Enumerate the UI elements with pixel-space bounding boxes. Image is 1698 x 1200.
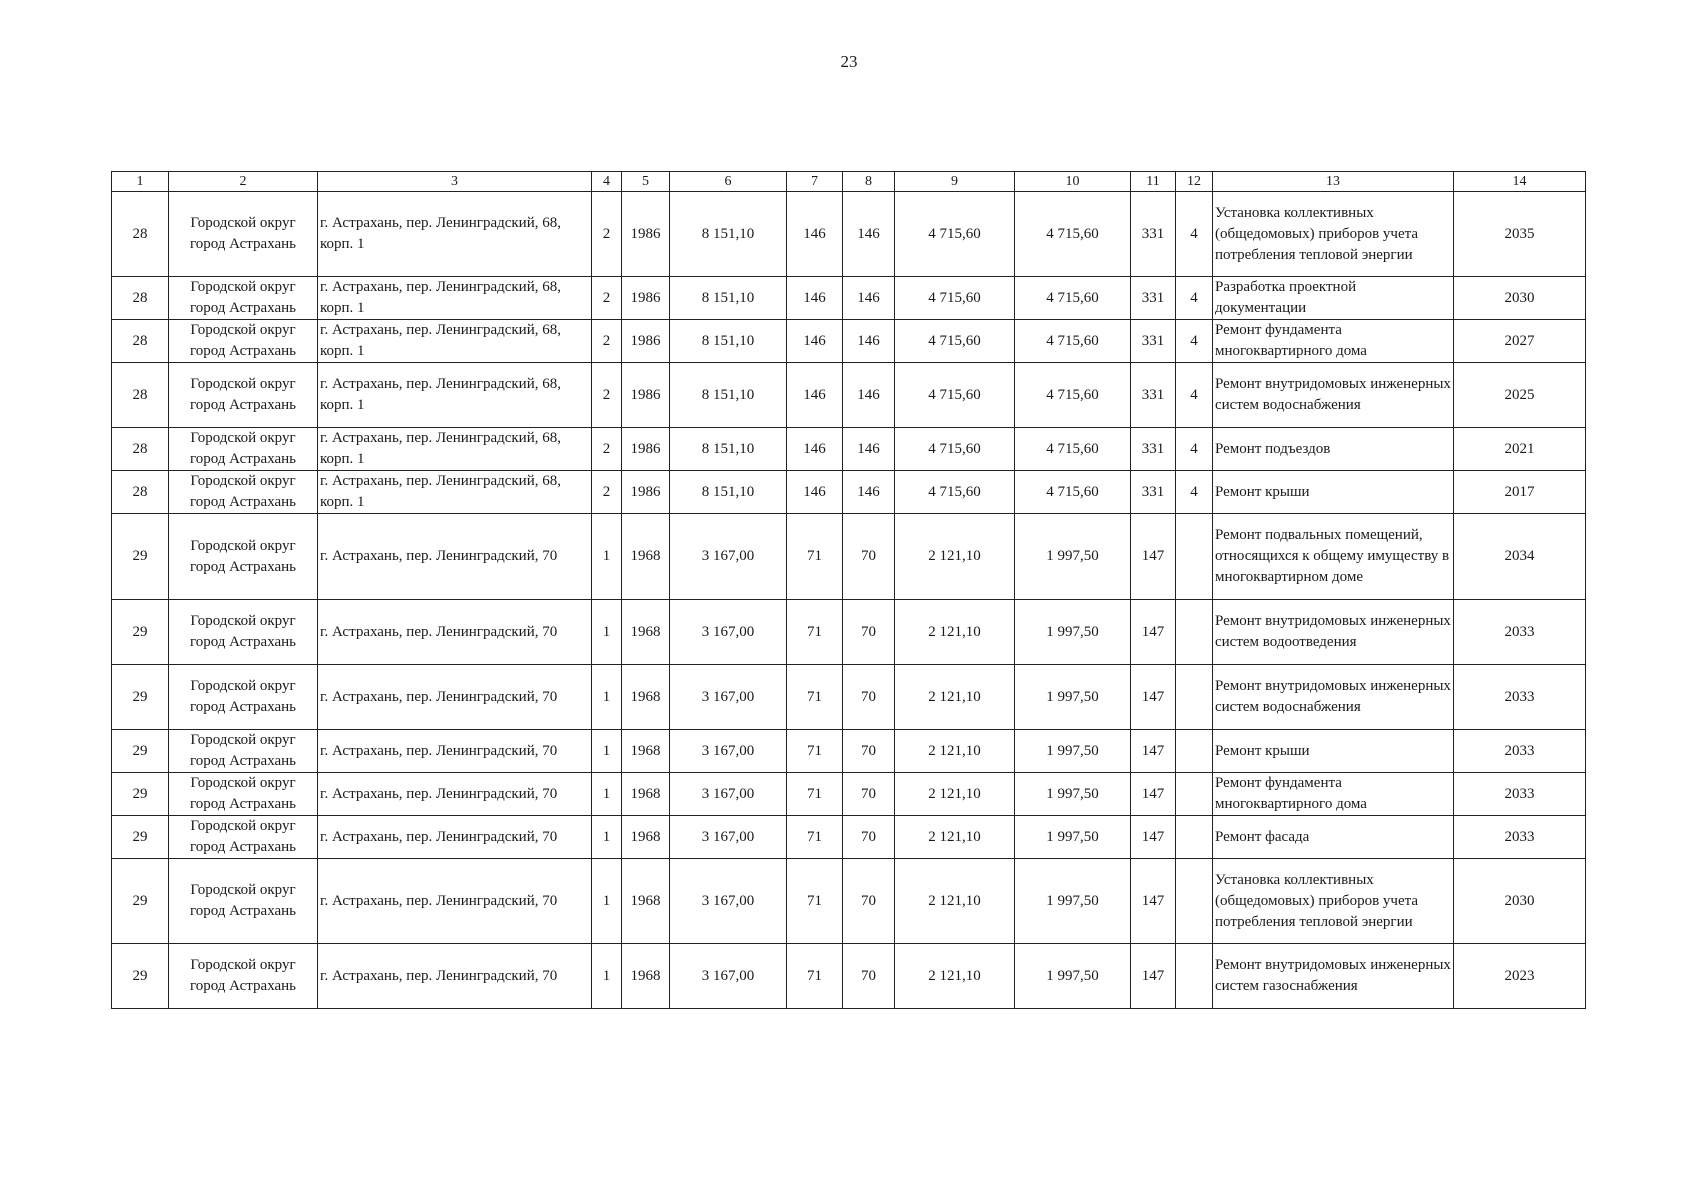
cell-col-9-value: 2 121,10 (895, 600, 1015, 665)
cell-col-10-value: 1 997,50 (1015, 600, 1131, 665)
cell-col-11-value: 147 (1131, 514, 1176, 600)
cell-address: г. Астрахань, пер. Ленинградский, 68, корп. 1 (318, 320, 592, 363)
cell-floors: 2 (592, 277, 622, 320)
cell-col-8-value: 70 (843, 859, 895, 944)
table-row (112, 665, 1586, 730)
table-row (112, 600, 1586, 665)
cell-work-type: Разработка проектной документации (1213, 277, 1454, 320)
cell-col-11-value: 331 (1131, 277, 1176, 320)
cell-col-7-value: 71 (787, 859, 843, 944)
cell-planned-year: 2035 (1454, 192, 1586, 277)
cell-col-7-value: 146 (787, 471, 843, 514)
cell-floors: 1 (592, 816, 622, 859)
cell-col-12-value (1176, 944, 1213, 1009)
cell-col-12-value: 4 (1176, 277, 1213, 320)
cell-col-7-value: 146 (787, 320, 843, 363)
cell-house-number: 28 (112, 471, 169, 514)
cell-col-12-value (1176, 514, 1213, 600)
cell-col-7-value: 71 (787, 665, 843, 730)
cell-municipality: Городской округ город Астрахань (169, 859, 318, 944)
cell-col-9-value: 2 121,10 (895, 730, 1015, 773)
cell-year-built: 1968 (622, 514, 670, 600)
header-cell: 5 (622, 172, 670, 192)
cell-col-11-value: 331 (1131, 320, 1176, 363)
cell-address: г. Астрахань, пер. Ленинградский, 70 (318, 730, 592, 773)
cell-floors: 2 (592, 471, 622, 514)
cell-planned-year: 2025 (1454, 363, 1586, 428)
cell-house-number: 29 (112, 730, 169, 773)
cell-municipality: Городской округ город Астрахань (169, 471, 318, 514)
cell-col-10-value: 1 997,50 (1015, 665, 1131, 730)
cell-work-type: Ремонт подъездов (1213, 428, 1454, 471)
header-cell: 1 (112, 172, 169, 192)
cell-col-9-value: 2 121,10 (895, 773, 1015, 816)
cell-col-8-value: 70 (843, 600, 895, 665)
page-number: 23 (840, 52, 858, 71)
header-cell: 13 (1213, 172, 1454, 192)
cell-work-type: Ремонт внутридомовых инженерных систем водоснабжения (1213, 363, 1454, 428)
cell-planned-year: 2027 (1454, 320, 1586, 363)
cell-col-12-value: 4 (1176, 363, 1213, 428)
cell-work-type: Установка коллективных (общедомовых) приборов учета потребления тепловой энергии (1213, 192, 1454, 277)
cell-house-number: 29 (112, 665, 169, 730)
cell-total-area: 3 167,00 (670, 944, 787, 1009)
cell-address: г. Астрахань, пер. Ленинградский, 70 (318, 514, 592, 600)
cell-total-area: 8 151,10 (670, 471, 787, 514)
cell-address: г. Астрахань, пер. Ленинградский, 70 (318, 816, 592, 859)
header-cell: 3 (318, 172, 592, 192)
cell-year-built: 1986 (622, 192, 670, 277)
cell-address: г. Астрахань, пер. Ленинградский, 68, корп. 1 (318, 192, 592, 277)
cell-municipality: Городской округ город Астрахань (169, 192, 318, 277)
cell-col-8-value: 146 (843, 428, 895, 471)
cell-house-number: 29 (112, 944, 169, 1009)
cell-year-built: 1968 (622, 816, 670, 859)
table-body (112, 192, 1586, 1009)
cell-col-10-value: 1 997,50 (1015, 514, 1131, 600)
cell-col-10-value: 4 715,60 (1015, 277, 1131, 320)
cell-col-12-value (1176, 773, 1213, 816)
cell-work-type: Ремонт крыши (1213, 471, 1454, 514)
cell-col-8-value: 70 (843, 773, 895, 816)
cell-col-8-value: 70 (843, 730, 895, 773)
cell-work-type: Ремонт крыши (1213, 730, 1454, 773)
cell-col-10-value: 4 715,60 (1015, 192, 1131, 277)
header-cell: 4 (592, 172, 622, 192)
cell-col-12-value: 4 (1176, 192, 1213, 277)
cell-col-12-value (1176, 600, 1213, 665)
cell-col-9-value: 4 715,60 (895, 277, 1015, 320)
header-cell: 8 (843, 172, 895, 192)
cell-municipality: Городской округ город Астрахань (169, 600, 318, 665)
cell-floors: 1 (592, 730, 622, 773)
cell-address: г. Астрахань, пер. Ленинградский, 70 (318, 600, 592, 665)
cell-year-built: 1986 (622, 320, 670, 363)
cell-house-number: 29 (112, 773, 169, 816)
cell-col-7-value: 146 (787, 363, 843, 428)
cell-floors: 1 (592, 514, 622, 600)
cell-col-12-value (1176, 730, 1213, 773)
cell-col-12-value (1176, 859, 1213, 944)
cell-municipality: Городской округ город Астрахань (169, 816, 318, 859)
cell-total-area: 3 167,00 (670, 730, 787, 773)
cell-col-7-value: 71 (787, 816, 843, 859)
cell-address: г. Астрахань, пер. Ленинградский, 70 (318, 859, 592, 944)
cell-col-12-value (1176, 816, 1213, 859)
cell-work-type: Ремонт фундамента многоквартирного дома (1213, 773, 1454, 816)
header-cell: 14 (1454, 172, 1586, 192)
cell-col-10-value: 4 715,60 (1015, 320, 1131, 363)
cell-planned-year: 2023 (1454, 944, 1586, 1009)
cell-col-10-value: 1 997,50 (1015, 773, 1131, 816)
header-cell: 7 (787, 172, 843, 192)
cell-house-number: 28 (112, 320, 169, 363)
cell-col-7-value: 71 (787, 514, 843, 600)
cell-col-9-value: 2 121,10 (895, 514, 1015, 600)
table-row (112, 730, 1586, 773)
cell-municipality: Городской округ город Астрахань (169, 363, 318, 428)
cell-planned-year: 2033 (1454, 730, 1586, 773)
cell-floors: 1 (592, 944, 622, 1009)
header-cell: 12 (1176, 172, 1213, 192)
table-row (112, 471, 1586, 514)
cell-col-11-value: 147 (1131, 665, 1176, 730)
cell-col-11-value: 331 (1131, 192, 1176, 277)
table-row (112, 944, 1586, 1009)
cell-house-number: 29 (112, 514, 169, 600)
cell-col-7-value: 71 (787, 600, 843, 665)
cell-year-built: 1986 (622, 363, 670, 428)
cell-total-area: 8 151,10 (670, 320, 787, 363)
cell-total-area: 3 167,00 (670, 665, 787, 730)
cell-work-type: Ремонт внутридомовых инженерных систем водоснабжения (1213, 665, 1454, 730)
cell-col-11-value: 331 (1131, 471, 1176, 514)
cell-col-8-value: 70 (843, 665, 895, 730)
cell-work-type: Ремонт подвальных помещений, относящихся к общему имуществу в многоквартирном доме (1213, 514, 1454, 600)
cell-col-9-value: 4 715,60 (895, 192, 1015, 277)
cell-address: г. Астрахань, пер. Ленинградский, 70 (318, 944, 592, 1009)
cell-municipality: Городской округ город Астрахань (169, 428, 318, 471)
cell-work-type: Установка коллективных (общедомовых) приборов учета потребления тепловой энергии (1213, 859, 1454, 944)
cell-municipality: Городской округ город Астрахань (169, 277, 318, 320)
cell-floors: 2 (592, 363, 622, 428)
cell-col-11-value: 331 (1131, 428, 1176, 471)
cell-col-11-value: 147 (1131, 859, 1176, 944)
cell-total-area: 8 151,10 (670, 428, 787, 471)
cell-col-8-value: 146 (843, 192, 895, 277)
cell-floors: 1 (592, 665, 622, 730)
table-row (112, 859, 1586, 944)
cell-col-9-value: 2 121,10 (895, 944, 1015, 1009)
header-cell: 2 (169, 172, 318, 192)
table-row (112, 773, 1586, 816)
cell-col-10-value: 1 997,50 (1015, 816, 1131, 859)
cell-house-number: 28 (112, 277, 169, 320)
cell-municipality: Городской округ город Астрахань (169, 320, 318, 363)
cell-year-built: 1968 (622, 859, 670, 944)
cell-total-area: 3 167,00 (670, 514, 787, 600)
cell-col-7-value: 71 (787, 730, 843, 773)
cell-work-type: Ремонт фундамента многоквартирного дома (1213, 320, 1454, 363)
cell-floors: 1 (592, 773, 622, 816)
cell-col-12-value: 4 (1176, 320, 1213, 363)
cell-total-area: 3 167,00 (670, 816, 787, 859)
cell-col-12-value (1176, 665, 1213, 730)
cell-col-11-value: 147 (1131, 816, 1176, 859)
header-cell: 10 (1015, 172, 1131, 192)
cell-col-9-value: 2 121,10 (895, 816, 1015, 859)
cell-planned-year: 2033 (1454, 665, 1586, 730)
cell-col-8-value: 146 (843, 363, 895, 428)
cell-address: г. Астрахань, пер. Ленинградский, 68, корп. 1 (318, 363, 592, 428)
cell-year-built: 1986 (622, 471, 670, 514)
header-row (112, 172, 1586, 192)
table-row (112, 192, 1586, 277)
cell-floors: 1 (592, 600, 622, 665)
cell-municipality: Городской округ город Астрахань (169, 665, 318, 730)
cell-col-9-value: 4 715,60 (895, 320, 1015, 363)
cell-col-7-value: 146 (787, 192, 843, 277)
cell-planned-year: 2030 (1454, 277, 1586, 320)
cell-address: г. Астрахань, пер. Ленинградский, 68, корп. 1 (318, 471, 592, 514)
cell-planned-year: 2033 (1454, 600, 1586, 665)
cell-house-number: 28 (112, 428, 169, 471)
header-cell: 11 (1131, 172, 1176, 192)
cell-total-area: 8 151,10 (670, 277, 787, 320)
cell-col-7-value: 146 (787, 277, 843, 320)
cell-house-number: 29 (112, 859, 169, 944)
cell-municipality: Городской округ город Астрахань (169, 773, 318, 816)
cell-work-type: Ремонт фасада (1213, 816, 1454, 859)
cell-address: г. Астрахань, пер. Ленинградский, 68, корп. 1 (318, 428, 592, 471)
cell-col-8-value: 70 (843, 816, 895, 859)
cell-floors: 1 (592, 859, 622, 944)
cell-col-11-value: 147 (1131, 600, 1176, 665)
cell-year-built: 1968 (622, 773, 670, 816)
cell-house-number: 29 (112, 600, 169, 665)
cell-col-10-value: 1 997,50 (1015, 859, 1131, 944)
cell-col-10-value: 4 715,60 (1015, 471, 1131, 514)
cell-planned-year: 2034 (1454, 514, 1586, 600)
cell-planned-year: 2033 (1454, 773, 1586, 816)
cell-house-number: 28 (112, 192, 169, 277)
cell-planned-year: 2021 (1454, 428, 1586, 471)
table-row (112, 514, 1586, 600)
registry-table (111, 171, 1586, 1009)
cell-col-8-value: 146 (843, 320, 895, 363)
cell-year-built: 1986 (622, 428, 670, 471)
cell-col-7-value: 71 (787, 944, 843, 1009)
cell-col-10-value: 4 715,60 (1015, 363, 1131, 428)
cell-col-10-value: 4 715,60 (1015, 428, 1131, 471)
header-cell: 6 (670, 172, 787, 192)
cell-col-11-value: 147 (1131, 944, 1176, 1009)
cell-col-11-value: 331 (1131, 363, 1176, 428)
cell-municipality: Городской округ город Астрахань (169, 514, 318, 600)
table-row (112, 428, 1586, 471)
cell-col-9-value: 2 121,10 (895, 859, 1015, 944)
cell-total-area: 3 167,00 (670, 600, 787, 665)
cell-col-8-value: 146 (843, 277, 895, 320)
cell-total-area: 8 151,10 (670, 363, 787, 428)
cell-total-area: 8 151,10 (670, 192, 787, 277)
table-row (112, 320, 1586, 363)
cell-planned-year: 2033 (1454, 816, 1586, 859)
cell-floors: 2 (592, 320, 622, 363)
cell-municipality: Городской округ город Астрахань (169, 730, 318, 773)
cell-work-type: Ремонт внутридомовых инженерных систем водоотведения (1213, 600, 1454, 665)
cell-year-built: 1968 (622, 600, 670, 665)
cell-col-7-value: 71 (787, 773, 843, 816)
cell-work-type: Ремонт внутридомовых инженерных систем газоснабжения (1213, 944, 1454, 1009)
cell-col-7-value: 146 (787, 428, 843, 471)
cell-house-number: 29 (112, 816, 169, 859)
table-row (112, 277, 1586, 320)
cell-address: г. Астрахань, пер. Ленинградский, 70 (318, 773, 592, 816)
cell-col-8-value: 146 (843, 471, 895, 514)
cell-floors: 2 (592, 428, 622, 471)
cell-col-12-value: 4 (1176, 471, 1213, 514)
cell-house-number: 28 (112, 363, 169, 428)
cell-address: г. Астрахань, пер. Ленинградский, 70 (318, 665, 592, 730)
cell-col-8-value: 70 (843, 514, 895, 600)
cell-col-9-value: 4 715,60 (895, 471, 1015, 514)
cell-planned-year: 2017 (1454, 471, 1586, 514)
table-row (112, 816, 1586, 859)
cell-col-11-value: 147 (1131, 730, 1176, 773)
header-cell: 9 (895, 172, 1015, 192)
cell-year-built: 1968 (622, 730, 670, 773)
cell-col-10-value: 1 997,50 (1015, 944, 1131, 1009)
table-row (112, 363, 1586, 428)
cell-col-9-value: 4 715,60 (895, 363, 1015, 428)
cell-col-9-value: 4 715,60 (895, 428, 1015, 471)
cell-address: г. Астрахань, пер. Ленинградский, 68, корп. 1 (318, 277, 592, 320)
cell-col-9-value: 2 121,10 (895, 665, 1015, 730)
cell-col-11-value: 147 (1131, 773, 1176, 816)
cell-col-8-value: 70 (843, 944, 895, 1009)
cell-col-12-value: 4 (1176, 428, 1213, 471)
cell-floors: 2 (592, 192, 622, 277)
cell-year-built: 1986 (622, 277, 670, 320)
cell-municipality: Городской округ город Астрахань (169, 944, 318, 1009)
cell-planned-year: 2030 (1454, 859, 1586, 944)
cell-total-area: 3 167,00 (670, 859, 787, 944)
cell-year-built: 1968 (622, 665, 670, 730)
cell-year-built: 1968 (622, 944, 670, 1009)
cell-total-area: 3 167,00 (670, 773, 787, 816)
cell-col-10-value: 1 997,50 (1015, 730, 1131, 773)
